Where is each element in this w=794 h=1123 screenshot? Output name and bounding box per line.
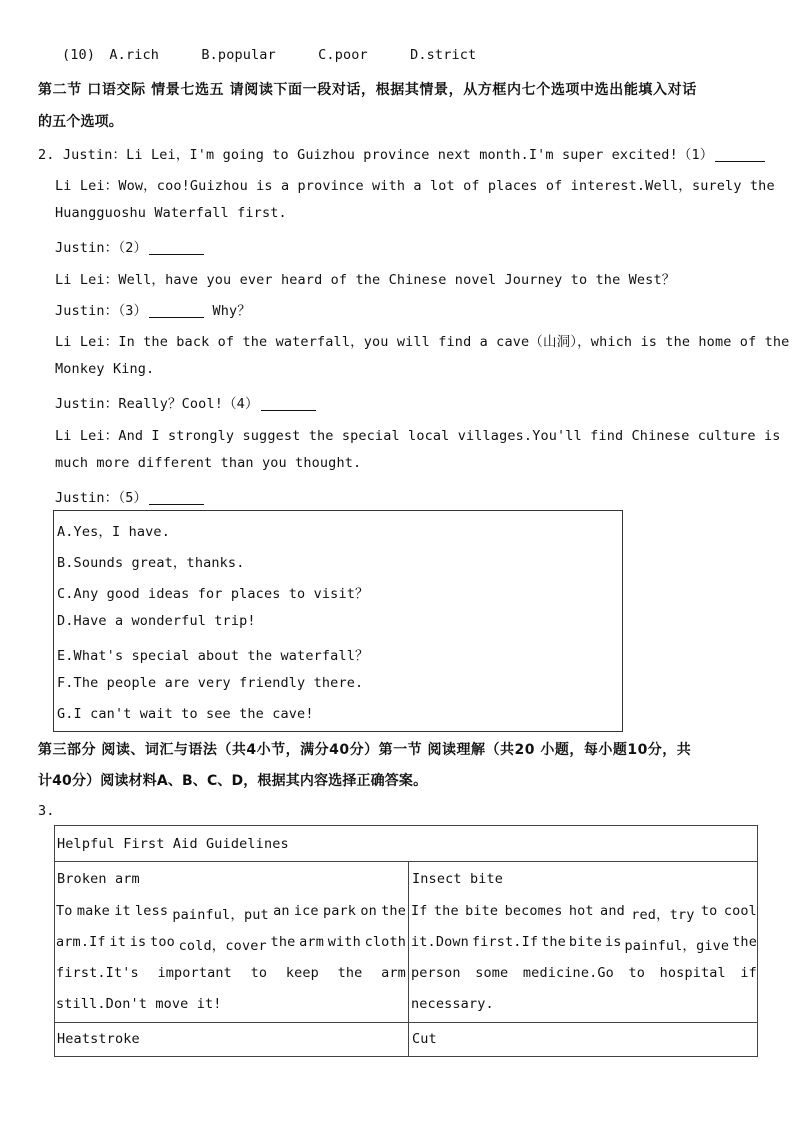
cell-word: the — [732, 934, 757, 950]
table-divider — [408, 861, 409, 1056]
cell-word: some — [475, 965, 509, 981]
options-box — [53, 510, 623, 732]
broken-arm-line-3 — [56, 965, 406, 981]
cell-word: cold，cover — [178, 938, 267, 954]
broken-arm-line-1 — [56, 903, 406, 923]
cell-word: bite — [568, 934, 603, 950]
option-a: A.Yes，I have. — [57, 524, 170, 540]
cell-word: arm — [299, 934, 324, 950]
broken-arm-line-2 — [56, 934, 406, 954]
table-divider — [55, 1022, 757, 1023]
broken-arm-heading: Broken arm — [57, 871, 140, 887]
cell-word: keep — [285, 965, 319, 981]
table-title: Helpful First Aid Guidelines — [57, 836, 289, 852]
section2-heading-line1: 第二节 口语交际 情景七选五 请阅读下面一段对话，根据其情景，从方框内七个选项中选出能填入对话 — [38, 82, 697, 98]
insect-bite-line-3 — [411, 965, 757, 981]
section3-heading-line2: 计40分）阅读材料A、B、C、D，根据其内容选择正确答案。 — [38, 773, 428, 789]
cell-word: cool — [723, 903, 757, 919]
insect-bite-heading: Insect bite — [412, 871, 504, 887]
dialogue-line-3: Huangguoshu Waterfall first. — [55, 205, 287, 221]
cell-word: arm.If — [56, 934, 106, 950]
dialogue-line-4 — [55, 236, 204, 256]
cell-word: an — [273, 903, 290, 919]
question-number: 2. — [38, 147, 55, 163]
cell-word: make — [76, 903, 110, 919]
cell-word: To — [56, 903, 73, 919]
answer-blank-3[interactable] — [149, 303, 204, 318]
answer-blank-5[interactable] — [149, 490, 204, 505]
cell-word: the — [381, 903, 406, 919]
dialogue-line-10: Li Lei：And I strongly suggest the special local villages.You'll find Chinese culture is — [55, 428, 781, 444]
cell-word: the — [337, 965, 363, 981]
cell-word: becomes — [504, 903, 563, 919]
question-3-number: 3. — [38, 803, 55, 819]
cell-word: ice — [293, 903, 319, 919]
cell-word: it — [114, 903, 131, 919]
dialogue-line-8: Monkey King. — [55, 361, 155, 377]
cell-word: is — [604, 934, 622, 950]
cell-word: medicine.Go — [522, 965, 614, 981]
option-c: C.Any good ideas for places to visit？ — [57, 586, 369, 602]
dialogue-text: Why？ — [212, 303, 251, 319]
q10-option-d: D.strict — [410, 47, 477, 63]
dialogue-line-5: Li Lei：Well，have you ever heard of the Chinese novel Journey to the West？ — [55, 272, 676, 288]
cell-word: first.It's — [56, 965, 139, 981]
answer-blank-2[interactable] — [149, 240, 204, 255]
q10-option-c: C.poor — [318, 47, 368, 63]
table-divider — [55, 861, 757, 862]
dialogue-text: Justin：（3） — [55, 303, 148, 319]
dialogue-line-2: Li Lei：Wow，coo!Guizhou is a province with a lot of places of interest.Well，surely the — [55, 178, 775, 194]
dialogue-text: Justin：（2） — [55, 240, 148, 256]
cell-word: hot — [568, 903, 594, 919]
cell-word: too — [150, 934, 175, 950]
option-d: D.Have a wonderful trip! — [57, 613, 256, 629]
dialogue-line-6 — [55, 299, 251, 319]
first-aid-table — [54, 825, 758, 1057]
q10-options-row — [62, 47, 476, 63]
option-f: F.The people are very friendly there. — [57, 675, 364, 691]
cell-word: painful，give — [624, 938, 730, 954]
cell-word: on — [360, 903, 377, 919]
cut-heading: Cut — [412, 1031, 437, 1047]
cell-word: red，try — [631, 907, 695, 923]
heatstroke-heading: Heatstroke — [57, 1031, 140, 1047]
q10-number: (10) — [62, 47, 96, 63]
dialogue-line-12 — [55, 486, 204, 506]
dialogue-line-1 — [38, 143, 765, 163]
section2-heading-line2: 的五个选项。 — [38, 114, 123, 130]
q10-option-a: A.rich — [109, 47, 160, 63]
dialogue-text: Justin：Li Lei，I'm going to Guizhou province next month.I'm super excited!（1） — [62, 147, 714, 163]
q10-option-b: B.popular — [201, 47, 276, 63]
insect-bite-line-1 — [411, 903, 757, 923]
cell-word: painful，put — [172, 907, 269, 923]
broken-arm-line-4: still.Don't move it! — [56, 996, 222, 1012]
cell-word: important — [157, 965, 232, 981]
section3-heading-line1: 第三部分 阅读、词汇与语法（共4小节，满分40分）第一节 阅读理解（共20 小题，每小题10分，共 — [38, 742, 692, 758]
cell-word: it — [109, 934, 126, 950]
dialogue-text: Justin：Really？Cool!（4） — [55, 396, 259, 412]
cell-word: it.Down — [411, 934, 469, 950]
option-b: B.Sounds great，thanks. — [57, 555, 245, 571]
cell-word: to — [250, 965, 268, 981]
cell-word: if — [740, 965, 757, 981]
cell-word: the — [433, 903, 459, 919]
cell-word: first.If — [471, 934, 539, 950]
cell-word: cloth — [364, 934, 406, 950]
cell-word: and — [600, 903, 625, 919]
cell-word: the — [541, 934, 566, 950]
cell-word: is — [129, 934, 147, 950]
option-e: E.What's special about the waterfall？ — [57, 648, 369, 664]
answer-blank-1[interactable] — [715, 147, 765, 162]
cell-word: arm — [381, 965, 406, 981]
cell-word: the — [270, 934, 296, 950]
cell-word: less — [135, 903, 169, 919]
cell-word: hospital — [659, 965, 726, 981]
cell-word: to — [628, 965, 646, 981]
answer-blank-4[interactable] — [261, 396, 316, 411]
dialogue-line-7: Li Lei：In the back of the waterfall，you will find a cave（山洞），which is the home of the — [55, 334, 790, 350]
insect-bite-line-2 — [411, 934, 757, 954]
cell-word: to — [700, 903, 718, 919]
cell-word: bite — [465, 903, 499, 919]
cell-word: person — [411, 965, 461, 981]
dialogue-line-9 — [55, 392, 316, 412]
cell-word: park — [322, 903, 357, 919]
option-g: G.I can't wait to see the cave! — [57, 706, 314, 722]
cell-word: If — [411, 903, 428, 919]
insect-bite-line-4: necessary. — [411, 996, 494, 1012]
dialogue-line-11: much more different than you thought. — [55, 455, 362, 471]
dialogue-text: Justin：（5） — [55, 490, 148, 506]
cell-word: with — [327, 934, 361, 950]
